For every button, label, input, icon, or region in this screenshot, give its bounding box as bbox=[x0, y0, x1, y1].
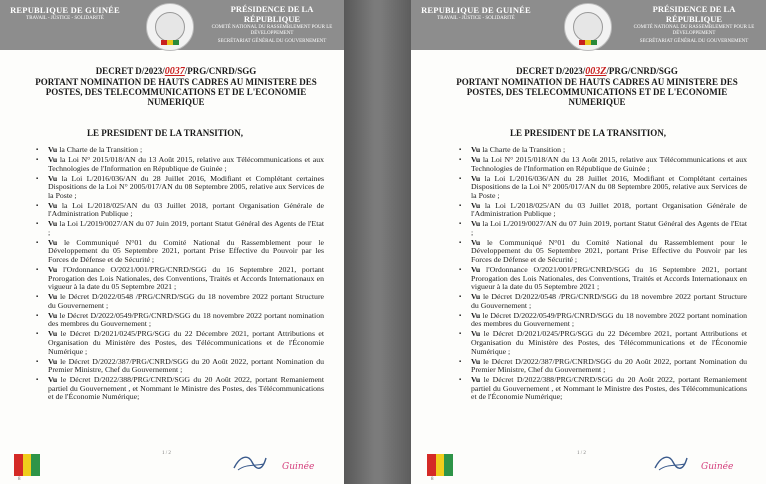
visa-item bbox=[459, 239, 747, 265]
decree-suffix: /PRG/CNRD/SGG bbox=[184, 66, 257, 76]
signature-icon bbox=[232, 452, 268, 474]
visa-vu-label: Vu bbox=[471, 173, 481, 183]
visa-vu-label: Vu bbox=[471, 375, 481, 385]
decree-number: 0037 bbox=[164, 66, 185, 77]
visas-list bbox=[36, 146, 324, 403]
visa-vu-label: Vu bbox=[471, 237, 481, 247]
letterhead bbox=[411, 0, 766, 50]
document-page-left bbox=[0, 0, 344, 484]
visa-vu-label: Vu bbox=[48, 219, 58, 229]
visa-text: la Loi L/2018/025/AN du 03 Juillet 2018, portant Organisation Générale de l'Administration Publique ; bbox=[48, 200, 325, 219]
bullet-icon: ▪ bbox=[36, 267, 39, 274]
bullet-icon: ▪ bbox=[36, 175, 39, 182]
president-heading: LE PRESIDENT DE LA TRANSITION, bbox=[87, 128, 243, 138]
decree-number-line bbox=[441, 66, 753, 77]
visa-vu-label: Vu bbox=[471, 200, 481, 210]
letterhead bbox=[0, 0, 344, 50]
visa-vu-label: Vu bbox=[48, 145, 58, 154]
bullet-icon: ▪ bbox=[459, 202, 462, 209]
visa-text: le Décret D/2021/0245/PRG/SGG du 22 Décembre 2021, portant Attributions et Organisation du Ministère des Postes, des Télécommunications et de l'Économie Numérique ; bbox=[471, 329, 747, 356]
visa-vu-label: Vu bbox=[48, 310, 58, 320]
visa-vu-label: Vu bbox=[48, 265, 58, 275]
decree-title: PORTANT NOMINATION DE HAUTS CADRES AU MINISTERE DES POSTES, DES TELECOMMUNICATIONS ET DE L'ECONOMIE NUMERIQUE bbox=[456, 77, 738, 107]
coat-of-arms-seal-icon bbox=[146, 3, 194, 51]
visa-vu-label: Vu bbox=[48, 356, 58, 366]
visa-item bbox=[36, 312, 324, 329]
guinee-logo-word: Guinée bbox=[282, 462, 315, 472]
visa-vu-label: Vu bbox=[471, 329, 481, 339]
bullet-icon: ▪ bbox=[459, 377, 462, 384]
country-name: REPUBLIQUE DE GUINÉE bbox=[10, 5, 120, 15]
letterhead-country-block bbox=[417, 5, 535, 21]
visa-text: l'Ordonnance O/2021/001/PRG/CNRD/SGG du 16 Septembre 2021, portant Prorogation des Lois Nationales, des Conventions, Traités et Accords Internationaux en vigueur à la date du 05 Septembre 2021 ; bbox=[48, 265, 324, 292]
guinea-flag-icon bbox=[14, 454, 40, 476]
visa-text: la Charte de la Transition ; bbox=[482, 145, 566, 154]
visa-vu-label: Vu bbox=[48, 292, 58, 302]
bullet-icon: ▪ bbox=[36, 239, 39, 246]
visa-text: la Loi N° 2015/018/AN du 13 Août 2015, relative aux Télécommunications et aux Technologies de l'Information en République de Guinée ; bbox=[48, 154, 324, 173]
tiny-mark: 8 bbox=[18, 477, 21, 482]
presidency-name: PRÉSIDENCE DE LA RÉPUBLIQUE bbox=[652, 4, 736, 24]
bullet-icon: ▪ bbox=[36, 358, 39, 365]
decree-number-line bbox=[20, 66, 332, 77]
visa-vu-label: Vu bbox=[48, 237, 58, 247]
presidency-name: PRÉSIDENCE DE LA RÉPUBLIQUE bbox=[230, 4, 314, 24]
bullet-icon: ▪ bbox=[36, 147, 39, 153]
visa-vu-label: Vu bbox=[471, 356, 481, 366]
visa-text: la Loi L/2018/025/AN du 03 Juillet 2018, portant Organisation Générale de l'Administration Publique ; bbox=[471, 200, 748, 219]
visa-text: le Décret D/2021/0245/PRG/SGG du 22 Décembre 2021, portant Attributions et Organisation du Ministère des Postes, des Télécommunications et de l'Économie Numérique ; bbox=[48, 329, 324, 356]
visa-item bbox=[36, 146, 324, 155]
bullet-icon: ▪ bbox=[36, 377, 39, 384]
visa-vu-label: Vu bbox=[471, 219, 481, 229]
visa-item bbox=[459, 330, 747, 356]
visa-item bbox=[459, 376, 747, 402]
visa-item bbox=[459, 146, 747, 155]
bullet-icon: ▪ bbox=[459, 331, 462, 338]
bullet-icon: ▪ bbox=[36, 331, 39, 338]
tiny-mark: 8 bbox=[431, 477, 434, 482]
visa-item bbox=[459, 175, 747, 201]
visa-text: la Loi L/2019/0027/AN du 07 Juin 2019, portant Statut Général des Agents de l'Etat ; bbox=[471, 219, 747, 237]
bullet-icon: ▪ bbox=[459, 267, 462, 274]
visa-vu-label: Vu bbox=[471, 310, 481, 320]
bullet-icon: ▪ bbox=[459, 175, 462, 182]
visa-vu-label: Vu bbox=[48, 154, 58, 164]
visa-item bbox=[36, 266, 324, 292]
decree-title-block bbox=[441, 66, 753, 107]
visa-item bbox=[459, 358, 747, 375]
decree-number: 003Z bbox=[585, 66, 607, 77]
document-page-right bbox=[411, 0, 766, 484]
guinee-logo-word: Guinée bbox=[701, 462, 734, 472]
visa-text: le Décret D/2022/0549/PRG/CNRD/SGG du 18 novembre 2022 portant nomination des membres du Gouvernement ; bbox=[48, 310, 324, 329]
bullet-icon: ▪ bbox=[459, 221, 462, 228]
visa-item bbox=[36, 358, 324, 375]
decree-prefix: DECRET D/2023/ bbox=[516, 66, 586, 76]
visa-item bbox=[36, 175, 324, 201]
visa-item bbox=[36, 220, 324, 237]
visa-text: le Communiqué N°01 du Comité National du Rassemblement pour le Développement du 05 Septembre 2021, portant Prise Effective du Pouvoir par les Forces de Défense et de Sécurité ; bbox=[48, 237, 324, 265]
visa-text: le Décret D/2022/387/PRG/CNRD/SGG du 20 Août 2022, portant Nomination du Premier Ministre, Chef du Gouvernement ; bbox=[48, 356, 324, 375]
visa-text: le Décret D/2022/387/PRG/CNRD/SGG du 20 Août 2022, portant Nomination du Premier Ministre, Chef du Gouvernement ; bbox=[471, 356, 747, 375]
visa-text: la Loi L/2016/036/AN du 28 Juillet 2016, Modifiant et Complétant certaines Dispositions de la Loi N° 2005/017/AN du 08 Septembre 2005, relative aux Services de la Poste ; bbox=[471, 173, 747, 200]
visa-text: la Loi L/2016/036/AN du 28 Juillet 2016, Modifiant et Complétant certaines Dispositions de la Loi N° 2005/017/AN du 08 Septembre 2005, relative aux Services de la Poste ; bbox=[48, 173, 324, 200]
bullet-icon: ▪ bbox=[36, 156, 39, 163]
visa-item bbox=[36, 293, 324, 310]
visa-text: la Loi L/2019/0027/AN du 07 Juin 2019, portant Statut Général des Agents de l'Etat ; bbox=[48, 219, 324, 237]
letterhead-presidency-block bbox=[630, 4, 758, 44]
visa-vu-label: Vu bbox=[48, 200, 58, 210]
visa-text: la Loi N° 2015/018/AN du 13 Août 2015, relative aux Télécommunications et aux Technologies de l'Information en République de Guinée ; bbox=[471, 154, 747, 173]
decree-prefix: DECRET D/2023/ bbox=[95, 66, 165, 76]
president-heading: LE PRESIDENT DE LA TRANSITION, bbox=[510, 128, 666, 138]
country-name: REPUBLIQUE DE GUINÉE bbox=[421, 5, 531, 15]
visa-item bbox=[36, 239, 324, 265]
committee-name: COMITÉ NATIONAL DU RASSEMBLEMENT POUR LE DÉVELOPPEMENT bbox=[211, 25, 333, 36]
bullet-icon: ▪ bbox=[36, 312, 39, 319]
guinea-flag-icon bbox=[427, 454, 453, 476]
decree-title-block bbox=[20, 66, 332, 107]
bullet-icon: ▪ bbox=[459, 147, 462, 153]
letterhead-presidency-block bbox=[208, 4, 336, 44]
national-motto: TRAVAIL - JUSTICE - SOLIDARITÉ bbox=[437, 16, 515, 21]
visa-item bbox=[459, 202, 747, 219]
signature-icon bbox=[653, 452, 689, 474]
visa-vu-label: Vu bbox=[48, 173, 58, 183]
visa-text: le Décret D/2022/388/PRG/CNRD/SGG du 20 Août 2022, portant Remaniement partiel du Gouvernement , et Nommant le Ministre des Postes, des Télécommunications et de l'Économie Numérique; bbox=[48, 375, 324, 402]
visa-vu-label: Vu bbox=[471, 154, 481, 164]
bullet-icon: ▪ bbox=[459, 294, 462, 301]
visa-item bbox=[36, 202, 324, 219]
visa-vu-label: Vu bbox=[471, 145, 481, 154]
page-indicator: 1 / 2 bbox=[577, 451, 586, 456]
visa-item bbox=[459, 312, 747, 329]
committee-name: COMITÉ NATIONAL DU RASSEMBLEMENT POUR LE DÉVELOPPEMENT bbox=[633, 25, 755, 36]
visa-vu-label: Vu bbox=[48, 375, 58, 385]
bullet-icon: ▪ bbox=[459, 358, 462, 365]
secretariat-name: SECRÉTARIAT GÉNÉRAL DU GOUVERNEMENT bbox=[217, 39, 327, 44]
national-motto: TRAVAIL - JUSTICE - SOLIDARITÉ bbox=[26, 16, 104, 21]
bullet-icon: ▪ bbox=[36, 294, 39, 301]
visa-text: le Décret D/2022/0548 /PRG/CNRD/SGG du 18 novembre 2022 portant Structure du Gouvernement ; bbox=[48, 292, 324, 310]
visa-text: la Charte de la Transition ; bbox=[59, 145, 143, 154]
bullet-icon: ▪ bbox=[459, 239, 462, 246]
visas-list bbox=[459, 146, 747, 403]
visa-text: le Décret D/2022/0549/PRG/CNRD/SGG du 18 novembre 2022 portant nomination des membres du Gouvernement ; bbox=[471, 310, 747, 329]
bullet-icon: ▪ bbox=[459, 156, 462, 163]
visa-text: le Décret D/2022/388/PRG/CNRD/SGG du 20 Août 2022, portant Remaniement partiel du Gouvernement , et Nommant le Ministre des Postes, des Télécommunications et de l'Économie Numérique; bbox=[471, 375, 747, 402]
letterhead-country-block bbox=[6, 5, 124, 21]
visa-vu-label: Vu bbox=[471, 292, 481, 302]
visa-text: le Décret D/2022/0548 /PRG/CNRD/SGG du 18 novembre 2022 portant Structure du Gouvernement ; bbox=[471, 292, 747, 310]
visa-item bbox=[459, 220, 747, 237]
visa-item bbox=[459, 266, 747, 292]
visa-item bbox=[36, 330, 324, 356]
visa-text: le Communiqué N°01 du Comité National du Rassemblement pour le Développement du 05 Septembre 2021, portant Prise Effective du Pouvoir par les Forces de Défense et de Sécurité ; bbox=[471, 237, 747, 265]
visa-item bbox=[36, 156, 324, 173]
coat-of-arms-seal-icon bbox=[564, 3, 612, 51]
visa-text: l'Ordonnance O/2021/001/PRG/CNRD/SGG du 16 Septembre 2021, portant Prorogation des Lois Nationales, des Conventions, Traités et Accords Internationaux en vigueur à la date du 05 Septembre 2021 ; bbox=[471, 265, 747, 292]
visa-vu-label: Vu bbox=[471, 265, 481, 275]
decree-suffix: /PRG/CNRD/SGG bbox=[606, 66, 678, 76]
secretariat-name: SECRÉTARIAT GÉNÉRAL DU GOUVERNEMENT bbox=[639, 39, 749, 44]
bullet-icon: ▪ bbox=[459, 312, 462, 319]
visa-item bbox=[459, 156, 747, 173]
scan-gutter bbox=[344, 0, 411, 484]
visa-item bbox=[459, 293, 747, 310]
bullet-icon: ▪ bbox=[36, 221, 39, 228]
bullet-icon: ▪ bbox=[36, 202, 39, 209]
visa-item bbox=[36, 376, 324, 402]
decree-title: PORTANT NOMINATION DE HAUTS CADRES AU MINISTERE DES POSTES, DES TELECOMMUNICATIONS ET DE L'ECONOMIE NUMERIQUE bbox=[35, 77, 317, 107]
visa-vu-label: Vu bbox=[48, 329, 58, 339]
page-indicator: 1 / 2 bbox=[162, 451, 171, 456]
